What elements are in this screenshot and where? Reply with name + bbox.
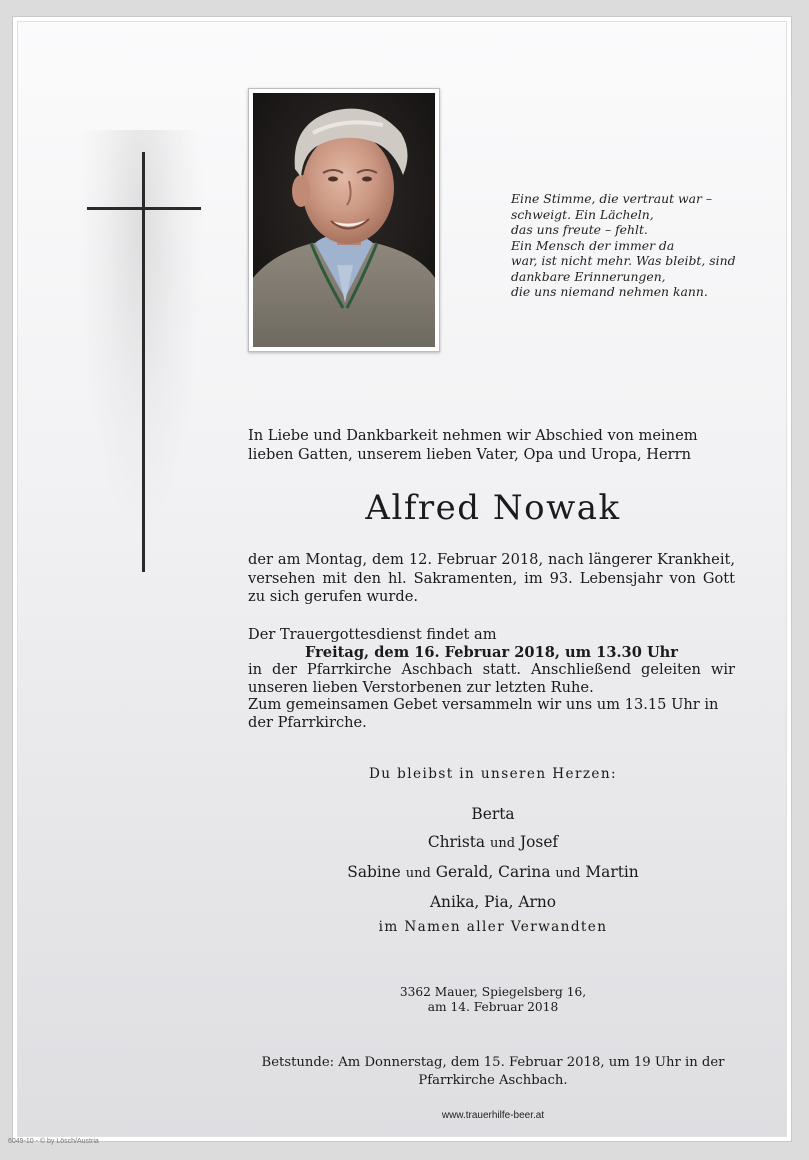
prayer-hour-info [248,1054,738,1089]
mourner-name: Gerald, Carina [435,863,551,881]
poem-line: die uns niemand nehmen kann. [511,284,708,299]
cross-shadow [66,130,216,590]
mourner-name: Sabine [347,863,401,881]
poem-line: war, ist nicht mehr. Was bleibt, sind [511,253,736,268]
intro-text: In Liebe und Dankbarkeit nehmen wir Abschied von meinem lieben Gatten, unserem lieben Vater, Opa und Uropa, Herrn [248,427,698,463]
mourner-line [248,800,738,828]
mourner-name: Josef [519,833,559,851]
mourner-line [248,888,738,916]
memorial-poem [511,191,741,300]
mourner-line [248,828,738,858]
death-notice-text: der am Montag, dem 12. Februar 2018, nach längerer Krankheit, versehen mit den hl. Sakramenten, im 93. Lebensjahr von Gott zu sich gerufen wurde. [248,551,735,605]
poem-line: Eine Stimme, die vertraut war – [511,191,713,206]
cross-icon [142,152,145,572]
poem-line: Ein Mensch der immer da [511,237,675,253]
cross-icon-bar [87,207,201,210]
prayer-gathering: Zum gemeinsamen Gebet versammeln wir uns um 13.15 Uhr in der Pfarrkirche. [248,696,719,731]
poem-line: das uns freute – fehlt. [511,222,648,237]
funeral-service-info [248,626,735,731]
mourners-list [248,800,738,916]
website-link[interactable]: www.trauerhilfe-beer.at [441,1110,545,1121]
poem-line: schweigt. Ein Lächeln, [511,206,654,222]
address-date: am 14. Februar 2018 [427,1000,559,1014]
service-intro: Der Trauergottesdienst findet am [248,626,497,643]
portrait-frame [248,88,440,352]
relatives-line: im Namen aller Verwandten [378,919,608,935]
conjunction: und [555,866,581,881]
prayer-line: Pfarrkirche Aschbach. [418,1072,568,1088]
conjunction: und [405,866,431,881]
service-details: in der Pfarrkirche Aschbach statt. Anschließend geleiten wir unseren lieben Verstorbenen zur letzten Ruhe. [248,661,735,696]
address-line: 3362 Mauer, Spiegelsberg 16, [399,985,587,999]
deceased-name: Alfred Nowak [365,488,621,528]
address-block [248,985,738,1015]
portrait-photo [253,93,435,347]
mourner-name: Martin [585,863,639,881]
mourner-line [248,858,738,888]
conjunction: und [490,836,516,851]
mourner-name: Anika, Pia, Arno [429,893,557,911]
service-date-time: Freitag, dem 16. Februar 2018, um 13.30 Uhr [305,643,678,661]
poem-line: dankbare Erinnerungen, [511,268,666,284]
prayer-line: Betstunde: Am Donnerstag, dem 15. Februar 2018, um 19 Uhr in der [261,1055,725,1070]
mourner-name: Christa [427,833,486,851]
mourner-name: Berta [471,805,515,823]
remain-in-hearts: Du bleibst in unseren Herzen: [369,766,617,782]
footer-code: 6049-10 - © by Lösch/Austria [8,1138,99,1145]
